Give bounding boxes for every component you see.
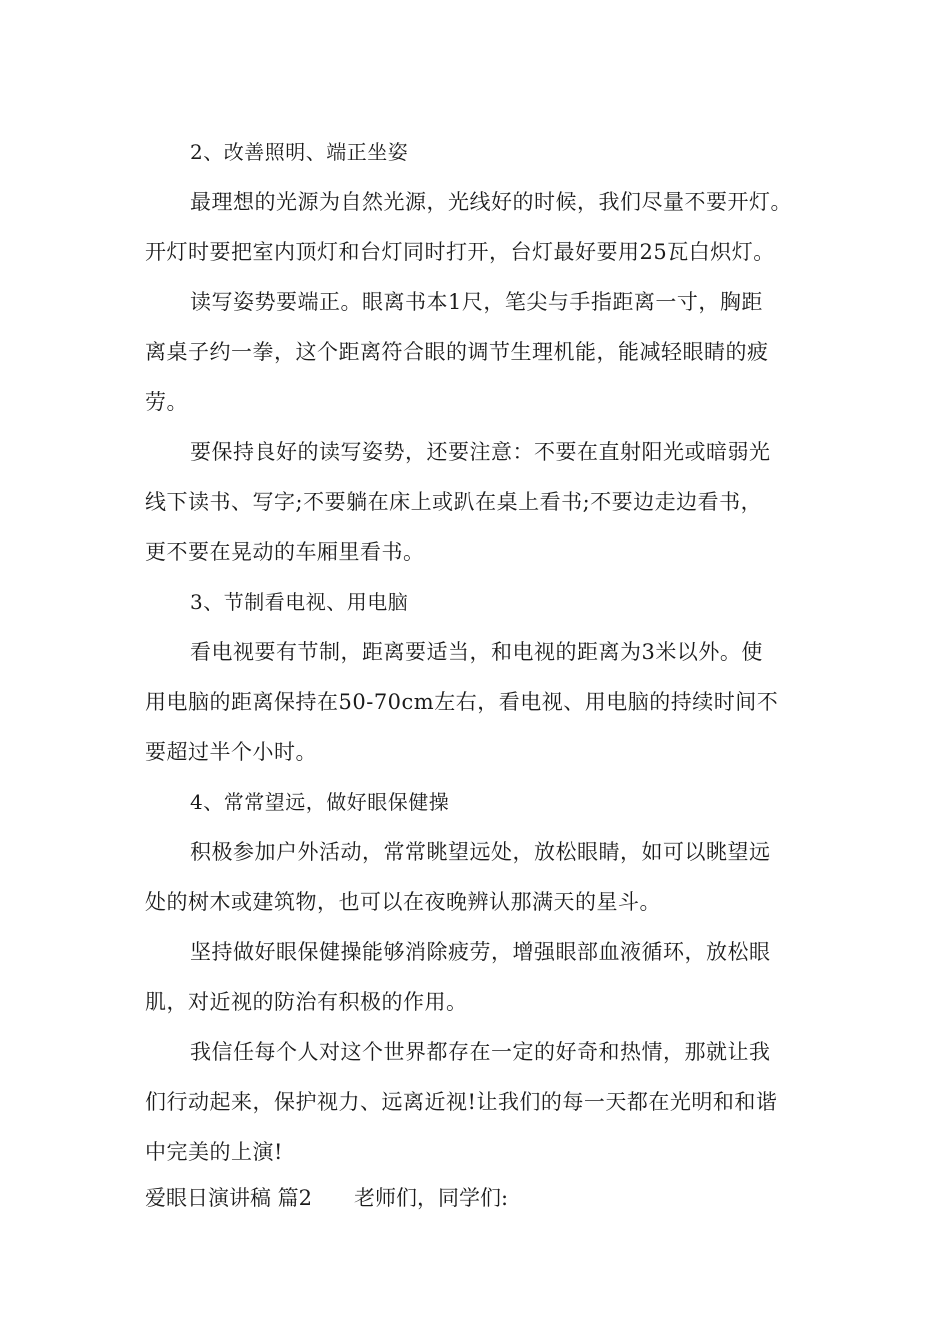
- paragraph-line: 用电脑的距离保持在50-70cm左右，看电视、用电脑的持续时间不: [145, 690, 779, 714]
- paragraph-line: 要保持良好的读写姿势，还要注意：不要在直射阳光或暗弱光: [190, 440, 771, 464]
- paragraph-line: 要超过半个小时。: [145, 740, 317, 764]
- paragraph-line: 积极参加户外活动，常常眺望远处，放松眼睛，如可以眺望远: [190, 840, 771, 864]
- paragraph-line: 线下读书、写字;不要躺在床上或趴在桌上看书;不要边走边看书，: [145, 490, 763, 514]
- paragraph-line: 看电视要有节制，距离要适当，和电视的距离为3米以外。使: [190, 640, 763, 664]
- paragraph-line: 们行动起来，保护视力、远离近视!让我们的每一天都在光明和和谐: [145, 1090, 778, 1114]
- paragraph-line: 离桌子约一拳，这个距离符合眼的调节生理机能，能减轻眼睛的疲: [145, 340, 769, 364]
- paragraph-line: 最理想的光源为自然光源，光线好的时候，我们尽量不要开灯。: [190, 190, 792, 214]
- paragraph-line: 读写姿势要端正。眼离书本1尺，笔尖与手指距离一寸，胸距: [190, 290, 763, 314]
- paragraph-line: 更不要在晃动的车厢里看书。: [145, 540, 425, 564]
- paragraph-line: 坚持做好眼保健操能够消除疲劳，增强眼部血液循环，放松眼: [190, 940, 771, 964]
- section-heading: 3、节制看电视、用电脑: [190, 590, 409, 614]
- paragraph-line: 开灯时要把室内顶灯和台灯同时打开，台灯最好要用25瓦白炽灯。: [145, 240, 775, 264]
- next-speech-header: [145, 1184, 508, 1212]
- section-heading: 2、改善照明、端正坐姿: [190, 140, 409, 164]
- paragraph-line: 我信任每个人对这个世界都存在一定的好奇和热情，那就让我: [190, 1040, 771, 1064]
- section-heading: 4、常常望远，做好眼保健操: [190, 790, 450, 814]
- paragraph-line: 劳。: [145, 390, 188, 414]
- paragraph-line: 肌，对近视的防治有积极的作用。: [145, 990, 468, 1014]
- speech-title: 爱眼日演讲稿 篇2: [145, 1186, 313, 1210]
- paragraph-line: 中完美的上演!: [145, 1140, 283, 1164]
- speech-greeting: 老师们，同学们:: [354, 1186, 509, 1210]
- paragraph-line: 处的树木或建筑物，也可以在夜晚辨认那满天的星斗。: [145, 890, 661, 914]
